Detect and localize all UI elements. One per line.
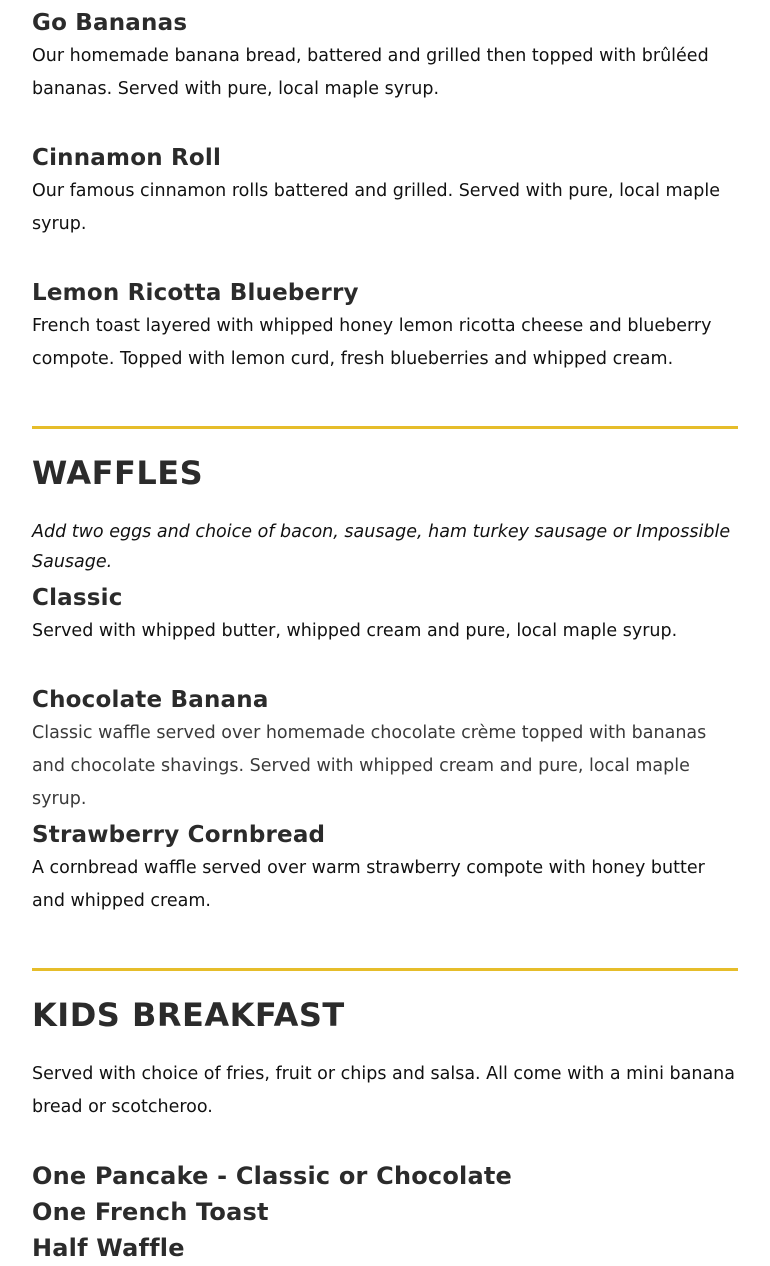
menu-item [32,278,738,376]
kids-item: Half Waffle [32,1234,185,1262]
section-divider [32,426,738,429]
menu-item [32,143,738,241]
menu-item-title: Lemon Ricotta Blueberry [32,280,359,306]
menu-item [32,685,738,816]
menu-item-description: French toast layered with whipped honey lemon ricotta cheese and blueberry compote. Topped with lemon curd, fresh blueberries and whipped cream. [32,316,712,369]
menu-item [32,583,738,648]
menu-item [32,8,738,106]
menu-item-title: Strawberry Cornbread [32,822,326,848]
menu-item-description: Our famous cinnamon rolls battered and grilled. Served with pure, local maple syrup. [32,181,721,234]
waffles-section [32,453,738,493]
menu-item-title: Go Bananas [32,10,188,36]
kids-item-list [32,1158,738,1266]
menu-item-description: Our homemade banana bread, battered and grilled then topped with brûléed bananas. Served with pure, local maple syrup. [32,46,709,99]
menu-item-title: Classic [32,585,123,611]
menu-item-description: Classic waffle served over homemade chocolate crème topped with bananas and chocolate shavings. Served with whipped cream and pure, local maple syrup. [32,723,707,809]
menu-item-description: Served with whipped butter, whipped cream and pure, local maple syrup. [32,621,678,641]
section-intro: Served with choice of fries, fruit or chips and salsa. All come with a mini banana bread or scotcheroo. [32,1064,735,1117]
section-title: KIDS BREAKFAST [32,996,345,1034]
menu-item-title: Cinnamon Roll [32,145,222,171]
waffles-note [32,517,738,577]
menu-item-description: A cornbread waffle served over warm strawberry compote with honey butter and whipped cream. [32,858,705,911]
menu-item-title: Chocolate Banana [32,687,269,713]
section-title: WAFFLES [32,454,204,492]
section-divider [32,968,738,971]
kids-item: One Pancake - Classic or Chocolate [32,1162,513,1190]
kids-breakfast-section [32,995,738,1035]
section-note: Add two eggs and choice of bacon, sausage, ham turkey sausage or Impossible Sausage. [32,522,731,572]
kids-item: One French Toast [32,1198,269,1226]
kids-breakfast-intro [32,1058,738,1124]
menu-item [32,820,738,918]
